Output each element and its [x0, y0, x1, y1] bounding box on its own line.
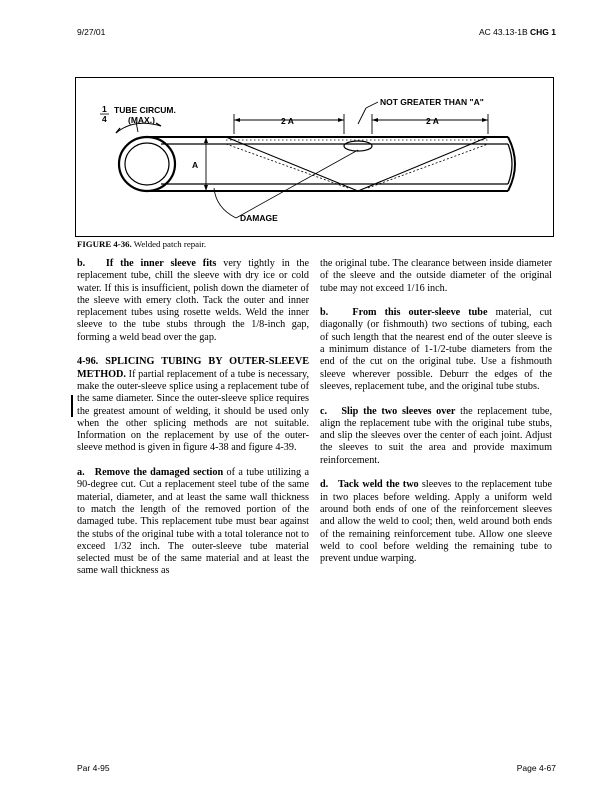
- para-lead: c. Slip the two sleeves over: [320, 405, 456, 417]
- caption-text: Welded patch repair.: [131, 239, 207, 249]
- figure-caption: [77, 239, 206, 249]
- a-label: A: [192, 160, 199, 170]
- footer-page: Page 4-67: [516, 763, 556, 773]
- para-lead: b. If the inner sleeve fits: [77, 258, 217, 269]
- right-para-3: [320, 406, 552, 467]
- not-greater-label: NOT GREATER THAN "A": [380, 97, 484, 107]
- para-text: very tightly in the replacement tube, chill the sleeve with dry ice or cold water. If this is insufficient, polish down the diameter of the sleeve with emery cloth. Tack the outer and inner replacement tubes using rosette welds. Weld the inner sleeve to the tube stubs through the 1/8-inch gap, forming a weld bead over the gap.: [77, 258, 309, 343]
- header-date: 9/27/01: [77, 27, 106, 37]
- left-column: [77, 258, 309, 590]
- frac-denominator: 4: [102, 114, 107, 124]
- para-text: the replacement tube, align the replacement tube with the original tube stubs, and slip the sleeves over the center of each joint. Adjust the sleeves to suit the area and provide maximum reinforcement.: [320, 405, 552, 466]
- para-lead: a. Remove the damaged section: [77, 467, 224, 479]
- change-bar: [71, 395, 73, 417]
- para-text: If partial replacement of a tube is necessary, make the outer-sleeve splice using a replacement tube of the same diameter. Since the outer-sleeve splice requires the greatest amount of welding, it should be used only when the other splicing methods are not suitable. Information on the replacement by use of the outer-sleeve method is given in figure 4-38 and figure 4-39.: [77, 368, 309, 454]
- left-para-2: [77, 356, 309, 454]
- footer-par: Par 4-95: [77, 763, 110, 773]
- header-doc-id: [479, 27, 556, 37]
- para-text: the original tube. The clearance between inside diameter of the sleeve and the outside diameter of the original tube may not exceed 1/16 inch.: [320, 258, 552, 294]
- figure-welded-patch: [75, 77, 554, 237]
- section-heading: 4-96. SPLICING TUBING BY OUTER-SLEEVE METHOD.: [77, 356, 309, 380]
- para-lead: b. From this outer-sleeve tube: [320, 307, 488, 319]
- max-label: (MAX.): [128, 115, 155, 125]
- para-text: material, cut diagonally (or fishmouth) two sections of tubing, each of such length that the nearest end of the outer sleeve is a minimum distance of 1-1/2-tube diameters from the end of the cut on the original tube. Use a fishmouth sleeve wherever possible. Deburr the edges of the sleeves, replacement tube, and the original tube stubs.: [320, 307, 552, 392]
- right-para-2: [320, 307, 552, 393]
- para-text: of a tube utilizing a 90-degree cut. Cut a replacement steel tube of the same material, diameter, and at least the same wall thickness to match the length of the removed portion of the damaged tube. This replacement tube must bear against the stubs of the original tube with a total tolerance not to exceed 1/32 inch. The outer-sleeve tube material selected must be of the same material and at least the same wall thickness as: [77, 467, 309, 577]
- frac-numerator: 1: [102, 104, 107, 114]
- right-column: [320, 258, 552, 578]
- para-text: sleeves to the replacement tube in two places before welding. Apply a uniform weld around both ends of one of the reinforcement sleeves and allow the weld to cool; then, weld around both ends of the remaining reinforcement tube. Allow one sleeve weld to cool before welding the remaining tube to prevent undue warping.: [320, 479, 553, 565]
- right-para-1: [320, 258, 552, 295]
- left-para-3: [77, 467, 309, 578]
- chg-label: CHG 1: [530, 27, 556, 37]
- tube-circum-label: TUBE CIRCUM.: [114, 105, 176, 115]
- figure-drawing: [76, 78, 555, 238]
- doc-id: AC 43.13-1B: [478, 27, 528, 37]
- caption-label: FIGURE 4-36.: [77, 239, 132, 249]
- two-a-right-label: 2 A: [426, 116, 439, 126]
- left-para-1: [77, 258, 309, 344]
- para-lead: d. Tack weld the two: [320, 479, 419, 491]
- two-a-left-label: 2 A: [281, 116, 294, 126]
- right-para-4: [320, 479, 552, 565]
- damage-label: DAMAGE: [240, 213, 278, 223]
